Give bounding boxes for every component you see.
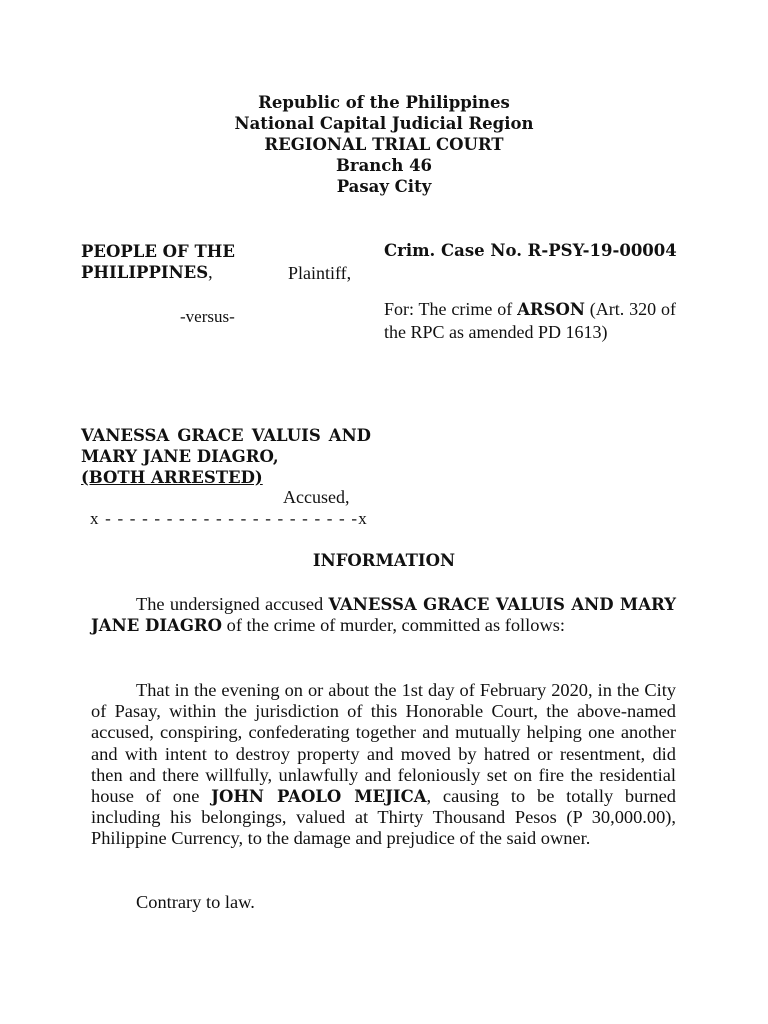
intro-text-a: The undersigned accused: [136, 594, 329, 614]
header-republic: Republic of the Philippines: [258, 93, 510, 112]
accused-names: VANESSA GRACE VALUIS AND MARY JANE DIAGRO,: [81, 426, 371, 466]
crime-prefix: For: The crime of: [384, 299, 518, 319]
accused-block: [81, 425, 371, 488]
document-title: INFORMATION: [312, 551, 456, 570]
victim-name: JOHN PAOLO MEJICA: [211, 787, 427, 807]
accused-label: Accused,: [283, 487, 350, 507]
paragraph-intro: [91, 594, 676, 636]
header-region: National Capital Judicial Region: [234, 114, 534, 133]
allegation-text-b: , causing to be totally burned including his belongings, valued at Thirty Thousand Pesos (P 30,000.00), Philippine Currency, to the damage and prejudice of the said owner.: [91, 786, 676, 849]
plaintiff-name: PEOPLE OF THE PHILIPPINES: [81, 242, 235, 282]
plaintiff-comma: ,: [208, 262, 213, 282]
allegation-text-a: That in the evening on or about the 1st day of February 2020, in the City of Pasay, within the jurisdiction of this Honorable Court, the above-named accused, conspiring, confederating together and mutually helping one another and with intent to destroy property and moved by hatred or resentment, did then and there willfully, unlawfully and feloniously set on fire the residential house of one: [91, 680, 676, 807]
crime-description: [384, 298, 676, 343]
court-header: [0, 92, 768, 197]
case-number: Crim. Case No. R-PSY-19-00004: [384, 241, 677, 260]
header-branch: Branch 46: [335, 156, 433, 175]
crime-name: ARSON: [517, 300, 585, 319]
paragraph-allegation: [91, 680, 676, 850]
caption-separator: x - - - - - - - - - - - - - - - - - - - - -x: [90, 509, 368, 528]
header-city: Pasay City: [336, 177, 432, 196]
crime-suffix: (Art. 320 of the RPC as amended PD 1613): [384, 299, 677, 342]
intro-text-b: of the crime of murder, committed as follows:: [222, 615, 566, 636]
accused-status: (BOTH ARRESTED): [81, 468, 263, 487]
header-court: REGIONAL TRIAL COURT: [264, 135, 504, 154]
plaintiff-label: Plaintiff,: [288, 263, 352, 283]
intro-accused: VANESSA GRACE VALUIS AND MARY JANE DIAGRO: [91, 595, 676, 636]
paragraph-closing: Contrary to law.: [136, 892, 255, 912]
versus-label: -versus-: [180, 307, 235, 326]
